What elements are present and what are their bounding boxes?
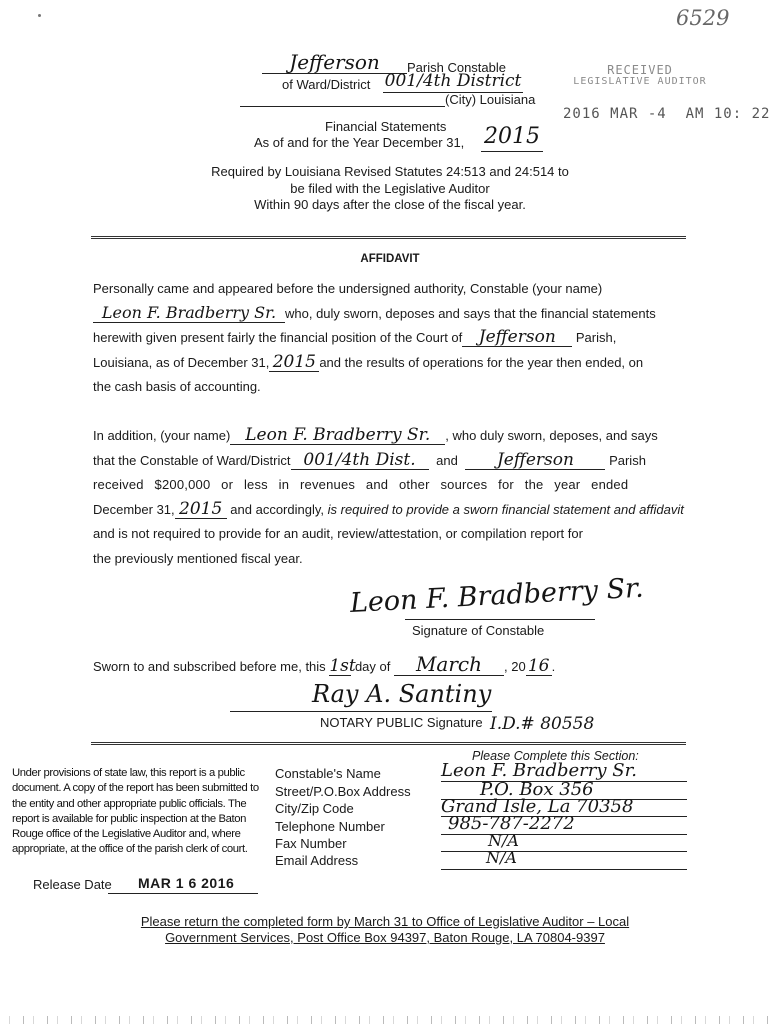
constable-name-label: Constable's Name (275, 766, 381, 781)
p2-italic-text: is required to provide a sworn financial statement and affidavit (327, 501, 684, 517)
notary-signature-label: NOTARY PUBLIC Signature (320, 715, 483, 730)
p1-line-5: the cash basis of accounting. (93, 379, 261, 395)
divider-top (91, 236, 686, 239)
city-line (240, 106, 445, 107)
corner-number: 6529 (676, 6, 730, 30)
sworn-line: Sworn to and subscribed before me, this 1st day of March , 20 16 . (93, 652, 556, 676)
p2-year-field (175, 498, 227, 519)
p2-line-1 (93, 424, 685, 449)
telephone-value: 985-787-2272 (448, 813, 575, 834)
p2-parish-handwritten: Jefferson (496, 449, 574, 470)
email-label: Email Address (275, 853, 359, 868)
sworn-month-field (394, 652, 504, 676)
city-label: (City) Louisiana (445, 92, 536, 107)
release-date-line (108, 893, 258, 894)
telephone-label: Telephone Number (275, 819, 385, 834)
public-document-notice (12, 766, 278, 858)
p2-name-field (230, 427, 445, 445)
sworn-text-a: Sworn to and subscribed before me, this (93, 659, 326, 674)
p2-text-a: In addition, (your name) (93, 428, 231, 443)
notice-line: Rouge office of the Legislative Auditor and, where (12, 828, 241, 841)
p2-text-d: Parish (609, 452, 646, 468)
sworn-year-handwritten: 16 (527, 656, 550, 676)
notice-line: appropriate, at the office of the parish clerk of court. (12, 843, 248, 856)
city-zip-value: Grand Isle, La 70358 (441, 796, 634, 817)
constable-name-field (93, 302, 285, 323)
affidavit-paragraph-1 (93, 277, 685, 400)
p1-year-field (269, 351, 319, 372)
p1-text-e: Louisiana, as of December 31, (93, 354, 270, 370)
ward-label: of Ward/District (282, 77, 371, 92)
scan-edge-noise (0, 1016, 770, 1024)
scan-speck (38, 14, 41, 17)
p2-name-handwritten: Leon F. Bradberry Sr. (245, 425, 431, 445)
p1-text-f: and the results of operations for the year then ended, on (319, 354, 644, 370)
please-complete-note: Please Complete this Section: (472, 749, 639, 763)
p1-year-handwritten: 2015 (272, 351, 316, 372)
city-zip-label: City/Zip Code (275, 801, 354, 816)
p2-text-f: December 31, (93, 501, 175, 517)
p2-parish-field (465, 449, 605, 470)
p1-line-2 (93, 302, 685, 327)
constable-signature: Leon F. Bradberry Sr. (349, 572, 645, 619)
year-line (481, 151, 543, 152)
ward-district-handwritten: 001/4th District (384, 71, 522, 91)
notary-id-handwritten: I.D.# 80558 (490, 714, 595, 734)
street-address-label: Street/P.O.Box Address (275, 784, 411, 799)
stamp-auditor: LEGISLATIVE AUDITOR (573, 76, 707, 87)
fax-value: N/A (488, 831, 519, 850)
p2-line-4 (93, 498, 685, 523)
release-date-label: Release Date (33, 877, 112, 892)
notice-line: the entity and other appropriate public officials. The (12, 797, 247, 810)
notary-signature: Ray A. Santiny (312, 680, 492, 708)
parish-constable-label: Parish Constable (407, 60, 506, 75)
sworn-text-c: , 20 (503, 659, 526, 674)
affidavit-paragraph-2 (93, 424, 685, 572)
required-line-1: Required by Louisiana Revised Statutes 24:513 and 24:514 to (211, 164, 569, 179)
p1-line-3 (93, 326, 685, 351)
p1-text-c: herewith given present fairly the financial position of the Court of (93, 330, 463, 346)
notary-signature-line (230, 711, 492, 712)
p2-year-handwritten: 2015 (179, 498, 223, 519)
p1-line-1: Personally came and appeared before the undersigned authority, Constable (your name) (93, 281, 603, 296)
release-date-value: MAR 1 6 2016 (138, 875, 235, 891)
notice-line: Under provisions of state law, this report is a public (12, 767, 245, 779)
p2-line-3: received $200,000 or less in revenues and other sources for the year ended (93, 477, 629, 493)
sworn-day-handwritten: 1st (329, 656, 356, 676)
constable-name-value: Leon F. Bradberry Sr. (441, 760, 637, 781)
contact-line (441, 869, 687, 870)
email-value: N/A (486, 848, 517, 867)
contact-line (441, 834, 687, 835)
financial-statements-title: Financial Statements (325, 119, 447, 134)
stamp-datetime: 2016 MAR -4 AM 10: 22 (563, 106, 770, 122)
divider-bottom (91, 742, 686, 745)
p2-text-and: and (436, 452, 458, 468)
p2-line-5: and is not required to provide for an audit, review/attestation, or compilation report for (93, 526, 583, 542)
sworn-text-b: day of (354, 659, 391, 674)
p1-text-b: who, duly sworn, deposes and says that the financial statements (285, 305, 656, 321)
return-instructions-line-1: Please return the completed form by March 31 to Office of Legislative Auditor – Local (140, 914, 630, 929)
court-parish-handwritten: Jefferson (478, 327, 556, 348)
fax-label: Fax Number (275, 836, 347, 851)
required-line-2: be filed with the Legislative Auditor (290, 181, 490, 196)
as-of-label: As of and for the Year December 31, (254, 135, 465, 150)
p2-line-6: the previously mentioned fiscal year. (93, 550, 303, 566)
p2-text-g: and accordingly, (230, 501, 324, 517)
fiscal-year-handwritten: 2015 (484, 124, 540, 149)
p1-line-4 (93, 351, 685, 376)
p2-line-2 (93, 449, 685, 474)
sworn-year-field (526, 658, 552, 676)
constable-signature-line (405, 619, 595, 620)
court-parish-field (462, 329, 572, 347)
p2-ward-field (291, 449, 429, 470)
parish-name-handwritten: Jefferson (289, 50, 380, 74)
contact-line (441, 851, 687, 852)
required-line-3: Within 90 days after the close of the fiscal year. (254, 197, 526, 212)
street-address-value: P.O. Box 356 (480, 779, 594, 800)
notice-line: report is available for public inspection at the Baton (12, 812, 246, 825)
affidavit-title: AFFIDAVIT (360, 253, 420, 265)
sworn-day-field (329, 656, 356, 676)
p2-ward-handwritten: 001/4th Dist. (303, 449, 416, 470)
sworn-month-handwritten: March (415, 652, 482, 676)
p2-text-b: , who duly sworn, deposes, and says (445, 428, 658, 443)
return-instructions-line-2: Government Services, Post Office Box 94397, Baton Rouge, LA 70804-9397 (165, 930, 605, 945)
notice-line: document. A copy of the report has been submitted to (12, 782, 259, 795)
constable-name-handwritten: Leon F. Bradberry Sr. (101, 302, 277, 322)
p1-text-d: Parish, (575, 330, 617, 346)
stamp-received: RECEIVED (607, 63, 673, 77)
constable-signature-label: Signature of Constable (412, 623, 545, 638)
p2-text-c: that the Constable of Ward/District (93, 452, 291, 468)
